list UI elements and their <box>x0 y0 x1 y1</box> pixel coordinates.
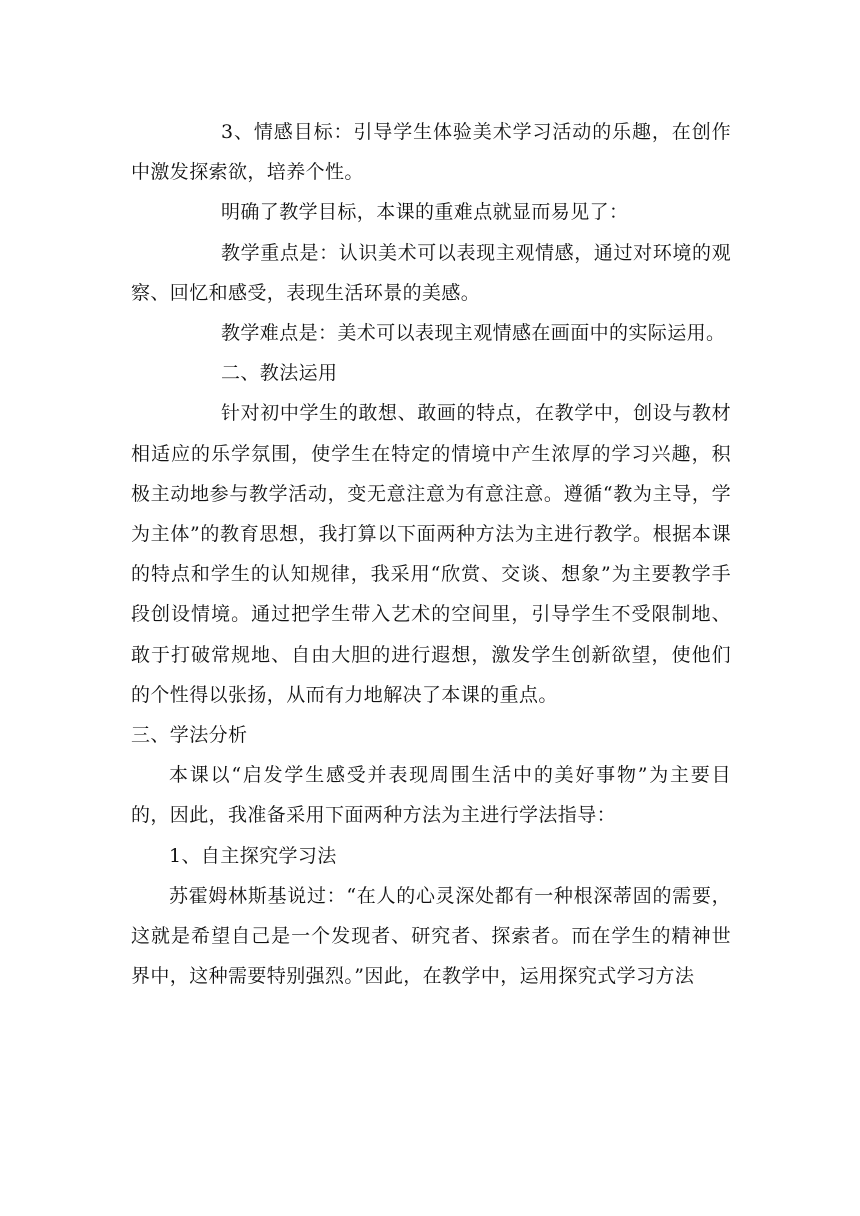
paragraph-sukhomlinsky-quote: 苏霍姆林斯基说过：“在人的心灵深处都有一种根深蒂固的需要，这就是希望自己是一个发现者、研究者、探索者。而在学生的精神世界中，这种需要特别强烈。”因此，在教学中，运用探究式学习方法 <box>131 884 731 988</box>
paragraph-teaching-focus: 教学重点是：认识美术可以表现主观情感，通过对环境的观察、回忆和感受，表现生活环景的美感。 <box>131 241 731 304</box>
paragraph-learning-methods: 本课以“启发学生感受并表现周围生活中的美好事物”为主要目的，因此，我准备采用下面两种方法为主进行学法指导： <box>131 764 731 827</box>
paragraph-teaching-difficulty: 教学难点是：美术可以表现主观情感在画面中的实际运用。 <box>221 322 726 345</box>
subheading-self-exploration: 1、自主探究学习法 <box>169 844 337 867</box>
paragraph-emotional-goal: 3、情感目标：引导学生体验美术学习活动的乐趣，在创作中激发探索欲，培养个性。 <box>131 121 731 184</box>
document-body <box>131 112 731 996</box>
section-heading-learning-methods: 三、学法分析 <box>131 724 248 747</box>
section-heading-teaching-methods: 二、教法运用 <box>221 362 338 385</box>
paragraph-key-points-intro: 明确了教学目标，本课的重难点就显而易见了： <box>221 201 629 224</box>
paragraph-teaching-methods: 针对初中学生的敢想、敢画的特点，在教学中，创设与教材相适应的乐学氛围，使学生在特定的情境中产生浓厚的学习兴趣，积极主动地参与教学活动，变无意注意为有意注意。遵循“教为主导，学为主体”的教育思想，我打算以下面两种方法为主进行教学。根据本课的特点和学生的认知规律，我采用“欣赏、交谈、想象”为主要教学手段创设情境。通过把学生带入艺术的空间里，引导学生不受限制地、敢于打破常规地、自由大胆的进行遐想，激发学生创新欲望，使他们的个性得以张扬，从而有力地解决了本课的重点。 <box>131 402 731 706</box>
